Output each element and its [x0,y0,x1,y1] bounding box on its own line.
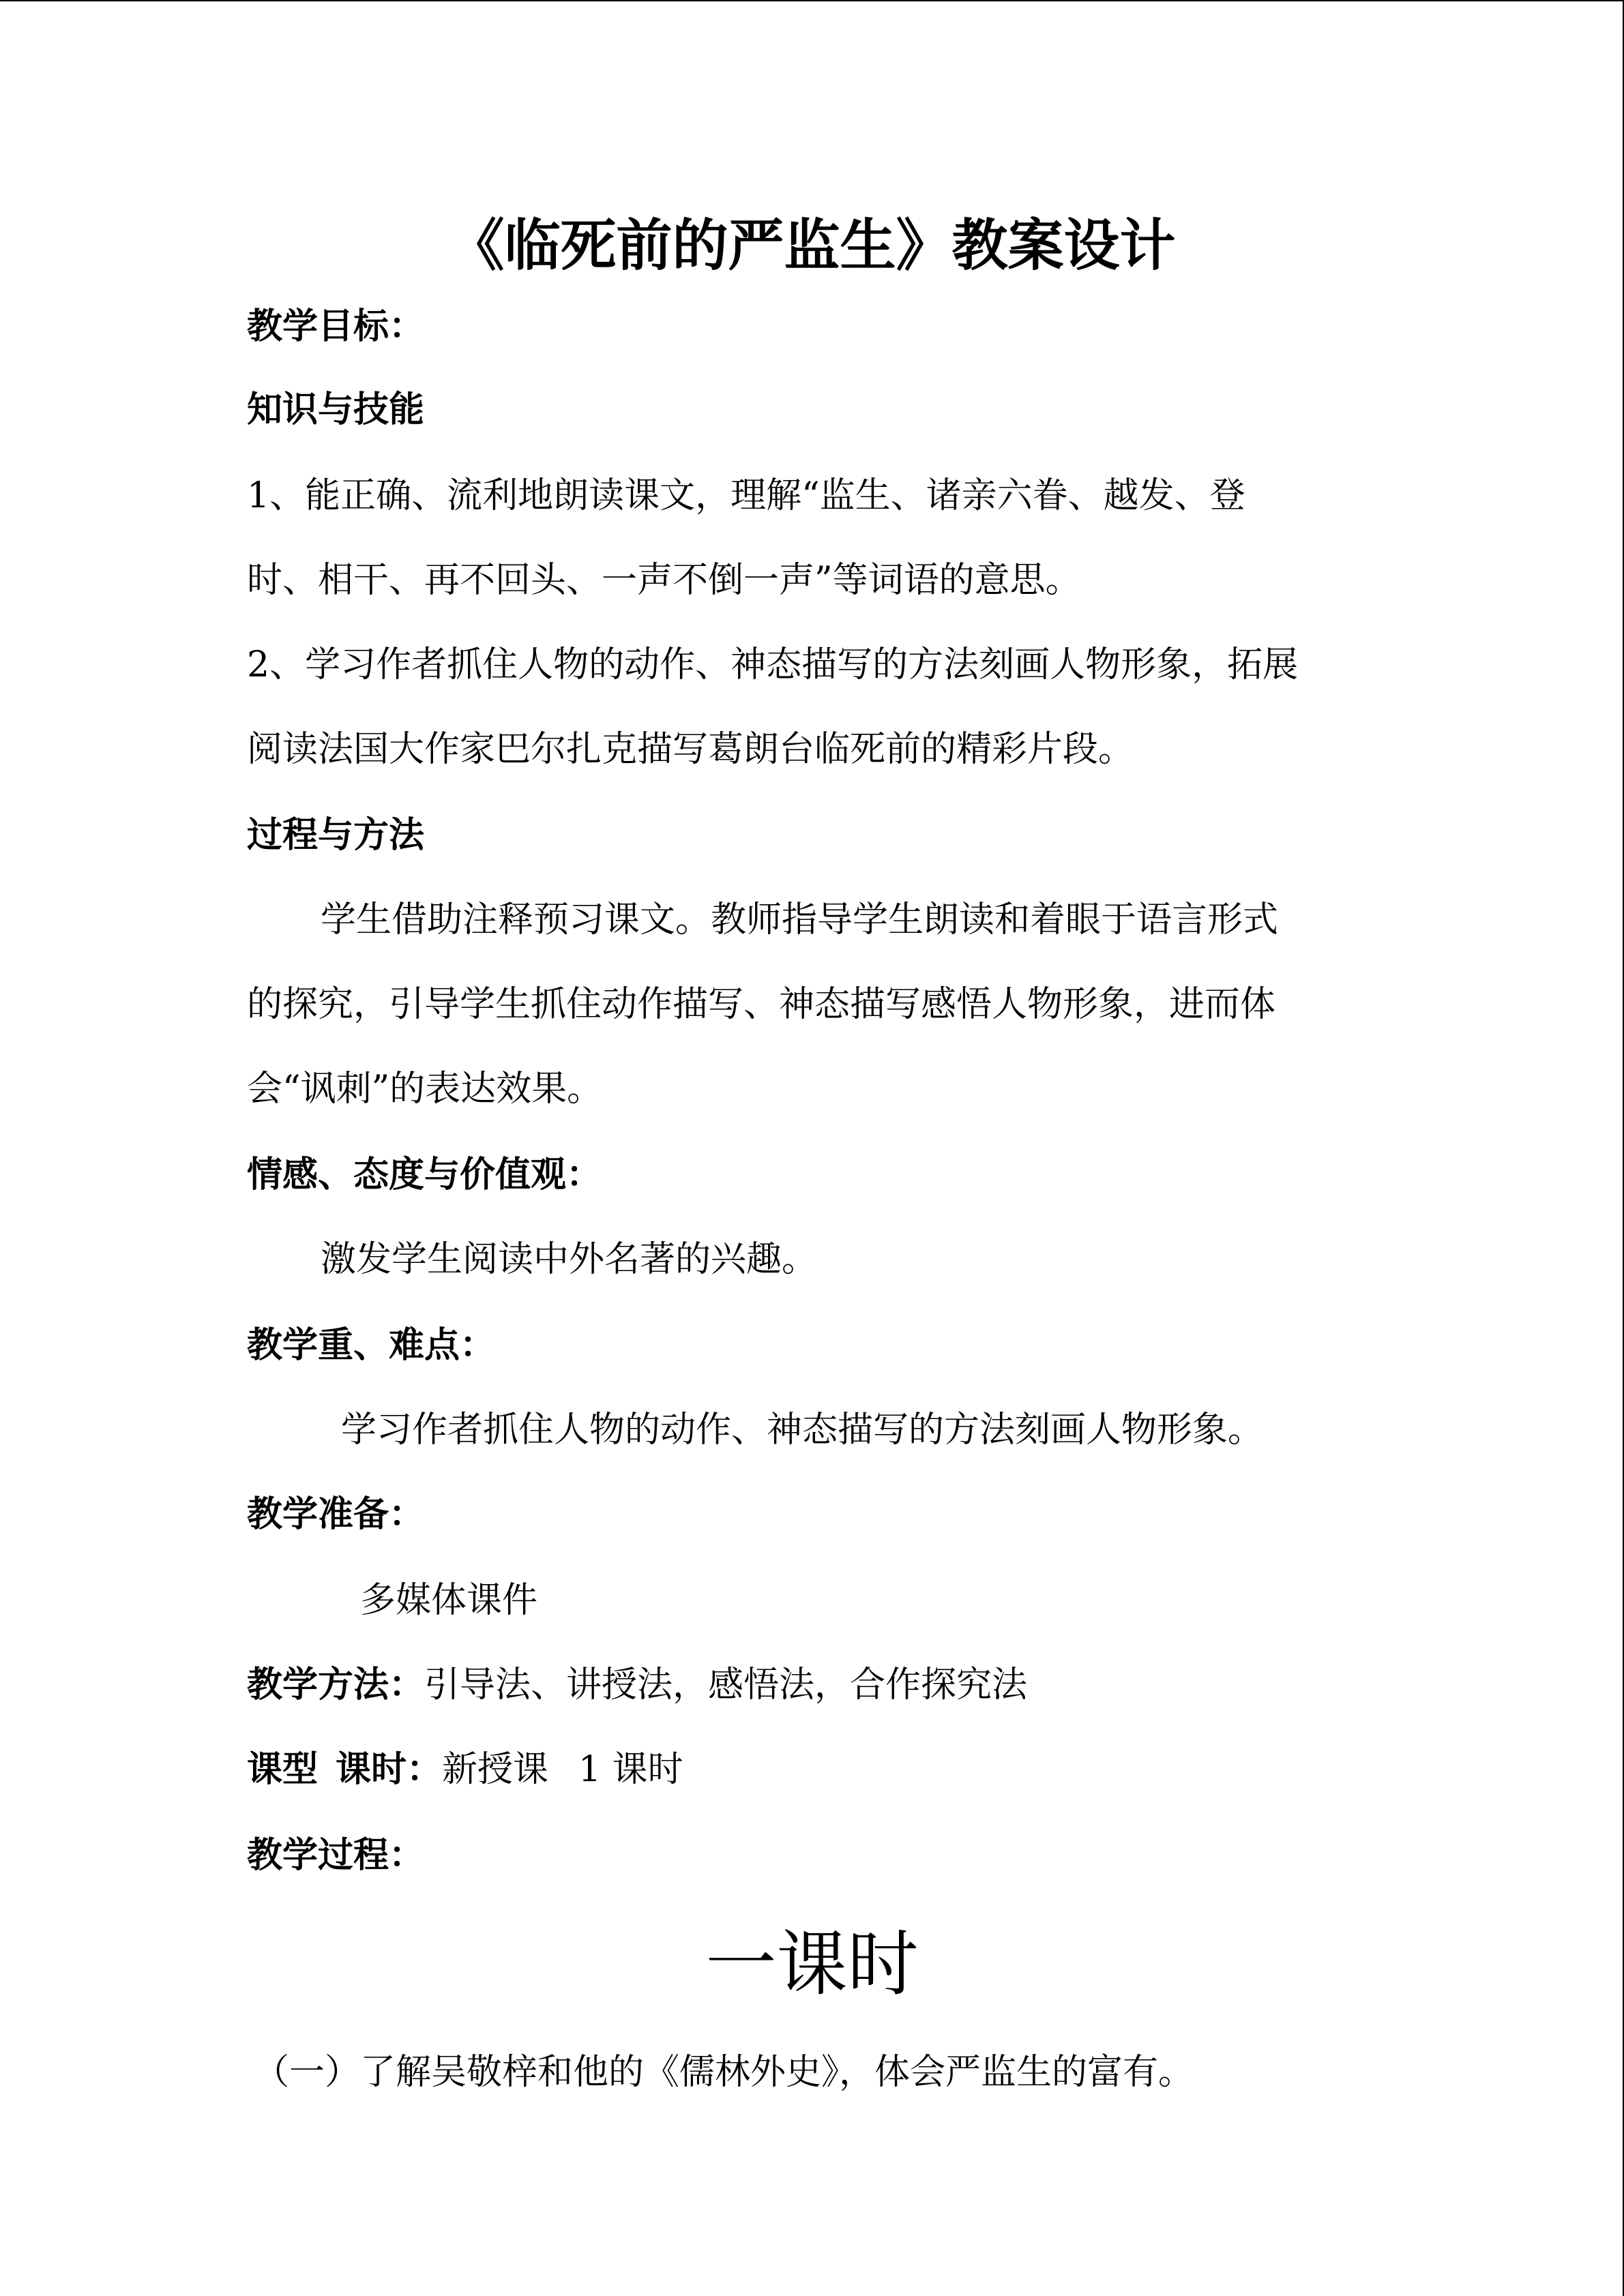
values-heading: 情感、态度与价值观： [247,1154,602,1195]
methods-text: 引导法、讲授法，感悟法，合作探究法 [424,1665,1028,1705]
knowledge-item-2-line-1: 2、学习作者抓住人物的动作、神态描写的方法刻画人物形象，拓展 [247,644,1299,685]
section-title: 一课时 [705,1922,919,2006]
lesson-type-label: 课型 [247,1748,319,1790]
key-points-text: 学习作者抓住人物的动作、神态描写的方法刻画人物形象。 [341,1410,1264,1450]
preparation-heading: 教学准备： [247,1493,425,1535]
methods-label: 教学方法： [247,1664,425,1705]
knowledge-heading: 知识与技能 [247,389,425,430]
preparation-text: 多媒体课件 [360,1580,538,1621]
process-heading: 过程与方法 [247,814,425,856]
objectives-heading: 教学目标： [247,305,425,347]
knowledge-item-2-line-2: 阅读法国大作家巴尔扎克描写葛朗台临死前的精彩片段。 [247,729,1134,770]
lesson-hours-value: 1 课时 [578,1749,683,1790]
key-points-heading: 教学重、难点： [247,1324,496,1366]
procedure-heading: 教学过程： [247,1834,425,1876]
document-title: 《临死前的严监生》教案设计 [448,213,1176,278]
step-1-text: （一）了解吴敬梓和他的《儒林外史》，体会严监生的富有。 [254,2052,1194,2093]
process-paragraph-line-1: 学生借助注释预习课文。教师指导学生朗读和着眼于语言形式 [321,899,1279,940]
methods-line [247,1661,1027,1709]
process-paragraph-line-3: 会“讽刺”的表达效果。 [247,1069,603,1109]
process-paragraph-line-2: 的探究，引导学生抓住动作描写、神态描写感悟人物形象，进而体 [247,984,1276,1025]
lesson-type-value: 新授课 [442,1749,549,1790]
lesson-hours-label: 课时： [336,1748,443,1790]
lesson-type-line [247,1746,683,1793]
knowledge-item-1-line-1: 1、能正确、流利地朗读课文，理解“监生、诸亲六眷、越发、登 [247,475,1245,516]
values-text: 激发学生阅读中外名著的兴趣。 [321,1239,818,1280]
knowledge-item-1-line-2: 时、相干、再不回头、一声不倒一声”等词语的意思。 [247,560,1081,601]
